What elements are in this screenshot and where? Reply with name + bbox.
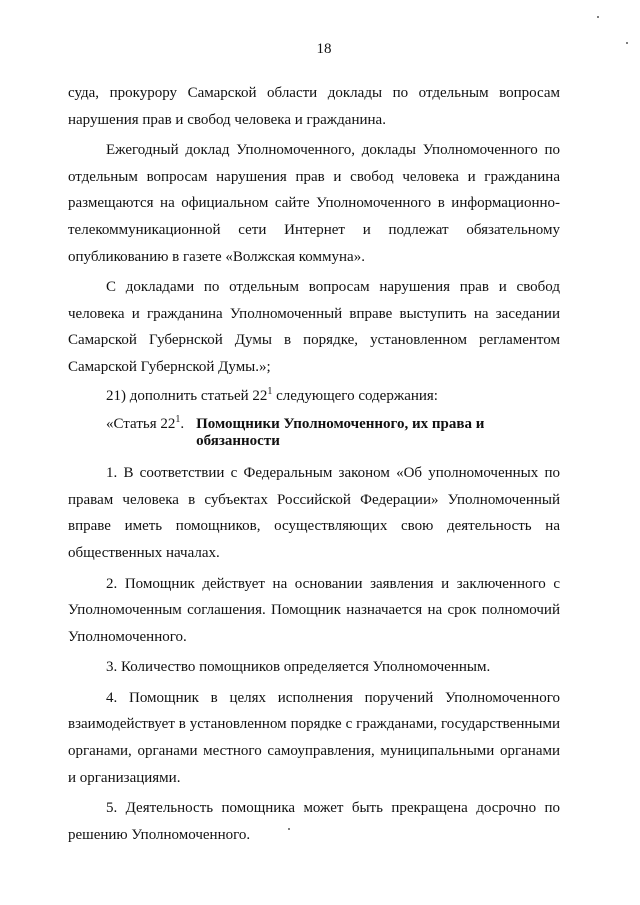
article-number-text: «Статья 22 [106,416,176,433]
amendment-text-after: следующего содержания: [272,387,438,404]
document-body [68,80,560,848]
article-item-1: 1. В соответствии с Федеральным законом «Об уполномоченных по правам человека в субъектах Российской Федерации» Уполномоченный вправе иметь помощников, осуществляющих свою деятельность на общественных началах. [68,465,560,561]
scan-speck [597,16,599,18]
article-number [106,411,196,450]
scan-speck [288,828,290,830]
paragraph-continuation: суда, прокурору Самарской области доклады по отдельным вопросам нарушения прав и свобод человека и гражданина. [68,85,560,128]
article-title: Помощники Уполномоченного, их права и обязанности [196,416,485,450]
page-number: 18 [316,41,332,57]
article-number-dot: . [180,416,185,433]
amendment-item-21 [68,383,560,410]
article-item-5: 5. Деятельность помощника может быть прекращена досрочно по решению Уполномоченного. [68,800,560,843]
article-heading [68,411,560,450]
article-item-2: 2. Помощник действует на основании заявления и заключенного с Уполномоченным соглашения. Помощник назначается на срок полномочий Уполномоченного. [68,575,560,645]
article-number-superscript: 1 [175,414,181,426]
article-item-3: 3. Количество помощников определяется Уполномоченным. [106,659,491,676]
paragraph-annual-report: Ежегодный доклад Уполномоченного, доклады Уполномоченного по отдельным вопросам нарушения прав и свобод человека и гражданина размещаются на официальном сайте Уполномоченного в информационно-телекоммуникационной сети Интернет и подлежат обязательному опубликованию в газете «Волжская коммуна». [68,142,560,265]
amendment-text-before: 21) дополнить статьей 22 [106,387,268,404]
amendment-superscript: 1 [267,385,273,397]
paragraph-duma-session: С докладами по отдельным вопросам нарушения прав и свобод человека и гражданина Уполномоченный вправе выступить на заседании Самарской Губернской Думы в порядке, установленном регламентом Самарской Губернской Думы.»; [68,279,560,375]
article-item-4: 4. Помощник в целях исполнения поручений Уполномоченного взаимодействует в установленном порядке с гражданами, государственными органами, органами местного самоуправления, муниципальными органами и организациями. [68,689,560,786]
scan-speck [626,42,628,44]
